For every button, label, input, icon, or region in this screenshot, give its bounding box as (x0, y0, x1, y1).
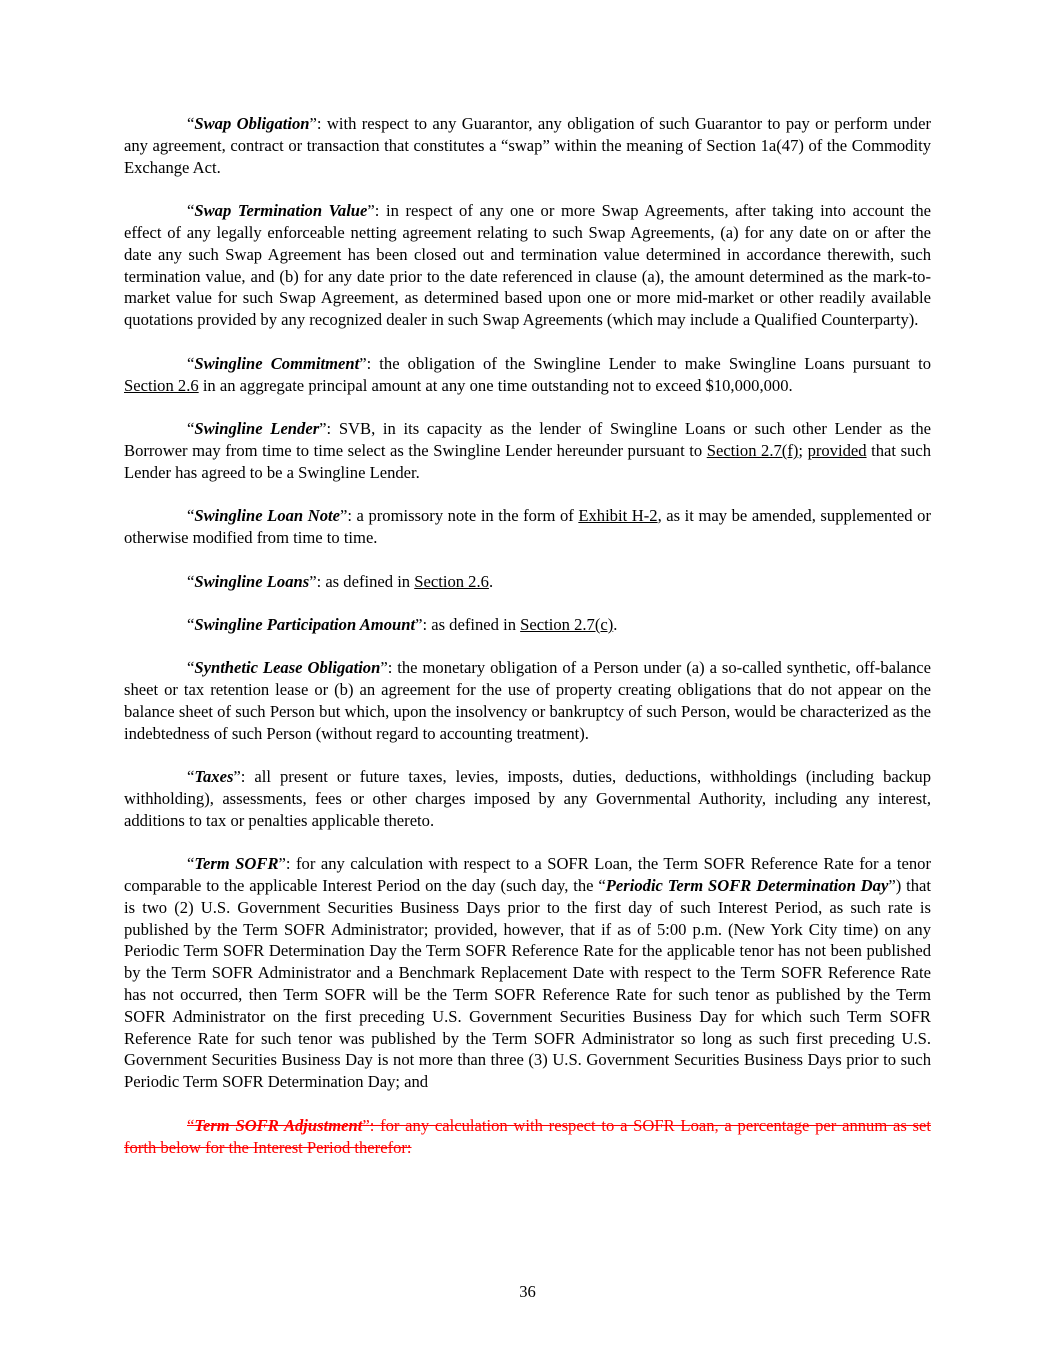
definition-synthetic-lease-obligation: “Synthetic Lease Obligation”: the monetary obligation of a Person under (a) a so-called synthetic, off-balance sheet or tax retention lease or (b) an agreement for the use of property creating obligations that do not appear on the balance sheet of such Person but which, upon the insolvency or bankruptcy of such Person, would be characterized as the indebtedness of such Person (without regard to accounting treatment). (124, 658, 931, 743)
definition-text: : all present or future taxes, levies, imposts, duties, deductions, withholdings (including backup withholding), assessments, fees or other charges imposed by any Governmental Authority, including any interest, additions to tax or penalties applicable thereto. (124, 767, 931, 830)
section-reference-link[interactable]: Section 2.7(c) (520, 614, 614, 634)
definition-term-sofr-adjustment-deleted: “Term SOFR Adjustment”: for any calculation with respect to a SOFR Loan, a percentage per annum as set forth below for the Interest Period therefor: (124, 1115, 931, 1157)
proviso-underlined: provided (807, 440, 867, 460)
defined-term: Term SOFR (194, 854, 279, 874)
definition-swingline-loans: “Swingline Loans”: as defined in Section 2.6. (187, 571, 494, 591)
definition-text: : a promissory note in the form of (347, 506, 579, 526)
definition-swingline-participation-amount: “Swingline Participation Amount”: as defined in Section 2.7(c). (187, 614, 618, 634)
definition-text: ”) that is two (2) U.S. Government Securities Business Days prior to the first day of such Interest Period, as such rate is published by the Term SOFR Administrator; provided, however, that if as of 5:00 p.m. (New York City time) on any Periodic Term SOFR Determination Day the Term SOFR Reference Rate for the applicable tenor has not been published by the Term SOFR Administrator and a Benchmark Replacement Date with respect to the Term SOFR Reference Rate has not occurred, then Term SOFR will be the Term SOFR Reference Rate for such tenor as published by the Term SOFR Administrator on the first preceding U.S. Government Securities Business Day for which such Term SOFR Reference Rate for such tenor was published by the Term SOFR Administrator so long as such first preceding U.S. Government Securities Business Day is not more than three (3) U.S. Government Securities Business Days prior to such Periodic Term SOFR Determination Day; and (124, 876, 931, 1092)
defined-term: Swap Obligation (194, 114, 310, 133)
definition-text: in an aggregate principal amount at any one time outstanding not to exceed $10,000,000. (198, 375, 793, 395)
page-number: 36 (519, 1282, 536, 1301)
exhibit-reference-link[interactable]: Exhibit H-2 (578, 506, 658, 526)
definition-swingline-loan-note: “Swingline Loan Note”: a promissory note in the form of Exhibit H-2, as it may be amended, supplemented or otherwise modified from time to time. (124, 506, 931, 548)
defined-term-inline: Periodic Term SOFR Determination Day (605, 876, 889, 896)
defined-term: Taxes (194, 767, 234, 787)
definition-taxes: “Taxes”: all present or future taxes, levies, imposts, duties, deductions, withholdings (including backup withholding), assessments, fees or other charges imposed by any Governmental Authority, including any interest, additions to tax or penalties applicable thereto. (124, 767, 931, 830)
definition-text: : as defined in (422, 614, 521, 634)
defined-term: Swingline Participation Amount (194, 614, 416, 634)
definition-text: . (488, 571, 494, 591)
definition-text: : with respect to any Guarantor, any obligation of such Guarantor to pay or perform under any agreement, contract or transaction that constitutes a “swap” within the meaning of Section 1a(47) of the Commodity Exchange Act. (124, 114, 931, 177)
definition-text: , as it may be amended, supplemented or otherwise modified from time to time. (124, 506, 931, 548)
definition-text: ; (798, 440, 808, 460)
definition-text: : SVB, in its capacity as the lender of Swingline Loans or such other Lender as the Borrower may from time to time select as the Swingline Lender hereunder pursuant to (124, 419, 931, 460)
definition-swingline-commitment: “Swingline Commitment”: the obligation of the Swingline Lender to make Swingline Loans pursuant to Section 2.6 in an aggregate principal amount at any one time outstanding not to exceed $10,000,000. (124, 353, 931, 395)
definition-swap-obligation: “Swap Obligation”: with respect to any Guarantor, any obligation of such Guarantor to pay or perform under any agreement, contract or transaction that constitutes a “swap” within the meaning of Section 1a(47) of the Commodity Exchange Act. (124, 114, 931, 177)
defined-term: Swingline Commitment (194, 353, 360, 373)
defined-term: Swingline Loan Note (194, 506, 340, 526)
definition-text: : the monetary obligation of a Person under (a) a so-called synthetic, off-balance sheet or tax retention lease or (b) an agreement for the use of property creating obligations that do not appear on the balance sheet of such Person but which, upon the insolvency or bankruptcy of such Person, would be characterized as the indebtedness of such Person (without regard to accounting treatment). (124, 658, 931, 743)
defined-term: Swap Termination Value (194, 201, 368, 221)
section-reference-link[interactable]: Section 2.6 (124, 375, 199, 395)
definition-text: : the obligation of the Swingline Lender to make Swingline Loans pursuant to (366, 353, 931, 373)
definition-text: . (613, 614, 618, 634)
defined-term: Term SOFR Adjustment (194, 1115, 363, 1135)
document-page (124, 113, 931, 1180)
definition-text: : in respect of any one or more Swap Agreements, after taking into account the effect of any legally enforceable netting agreement relating to such Swap Agreements, (a) for any date on or after the date any such Swap Agreement has been closed out and termination value determined in accordance therewith, such termination value, and (b) for any date prior to the date referenced in clause (a), the amount determined as the mark-to-market value for such Swap Agreement, as determined based upon one or more mid-market or other readily available quotations provided by any recognized dealer in such Swap Agreements (which may include a Qualified Counterparty). (124, 201, 932, 330)
defined-term: Swingline Lender (194, 419, 320, 439)
defined-term: Swingline Loans (194, 571, 310, 591)
definition-term-sofr: “Term SOFR”: for any calculation with respect to a SOFR Loan, the Term SOFR Reference Rate for a tenor comparable to the applicable Interest Period on the day (such day, the “Periodic Term SOFR Determination Day”) that is two (2) U.S. Government Securities Business Days prior to the first day of such Interest Period, as such rate is published by the Term SOFR Administrator; provided, however, that if as of 5:00 p.m. (New York City time) on any Periodic Term SOFR Determination Day the Term SOFR Reference Rate for the applicable tenor has not been published by the Term SOFR Administrator and a Benchmark Replacement Date with respect to the Term SOFR Reference Rate has not occurred, then Term SOFR will be the Term SOFR Reference Rate for such tenor as published by the Term SOFR Administrator on the first preceding U.S. Government Securities Business Day for which such Term SOFR Reference Rate for such tenor was published by the Term SOFR Administrator so long as such first preceding U.S. Government Securities Business Day is not more than three (3) U.S. Government Securities Business Days prior to such Periodic Term SOFR Determination Day; and (124, 854, 931, 1092)
definition-text: that such Lender has agreed to be a Swingline Lender. (124, 440, 931, 482)
section-reference-link[interactable]: Section 2.6 (414, 571, 489, 591)
defined-term: Synthetic Lease Obligation (194, 658, 381, 678)
definition-swap-termination-value: “Swap Termination Value”: in respect of any one or more Swap Agreements, after taking into account the effect of any legally enforceable netting agreement relating to such Swap Agreements, (a) for any date on or after the date any such Swap Agreement has been closed out and termination value determined in accordance therewith, such termination value, and (b) for any date prior to the date referenced in clause (a), the amount determined as the mark-to-market value for such Swap Agreement, as determined based upon one or more mid-market or other readily available quotations provided by any recognized dealer in such Swap Agreements (which may include a Qualified Counterparty). (124, 201, 932, 330)
definition-swingline-lender: “Swingline Lender”: SVB, in its capacity as the lender of Swingline Loans or such other Lender as the Borrower may from time to time select as the Swingline Lender hereunder pursuant to Section 2.7(f); provided that such Lender has agreed to be a Swingline Lender. (124, 419, 931, 482)
definition-text: : as defined in (316, 571, 415, 591)
section-reference-link[interactable]: Section 2.7(f) (706, 440, 799, 460)
definition-text: : for any calculation with respect to a SOFR Loan, a percentage per annum as set forth below for the Interest Period therefor: (124, 1115, 931, 1157)
definition-text: : for any calculation with respect to a SOFR Loan, the Term SOFR Reference Rate for a tenor comparable to the applicable Interest Period on the day (such day, the “ (124, 854, 931, 896)
